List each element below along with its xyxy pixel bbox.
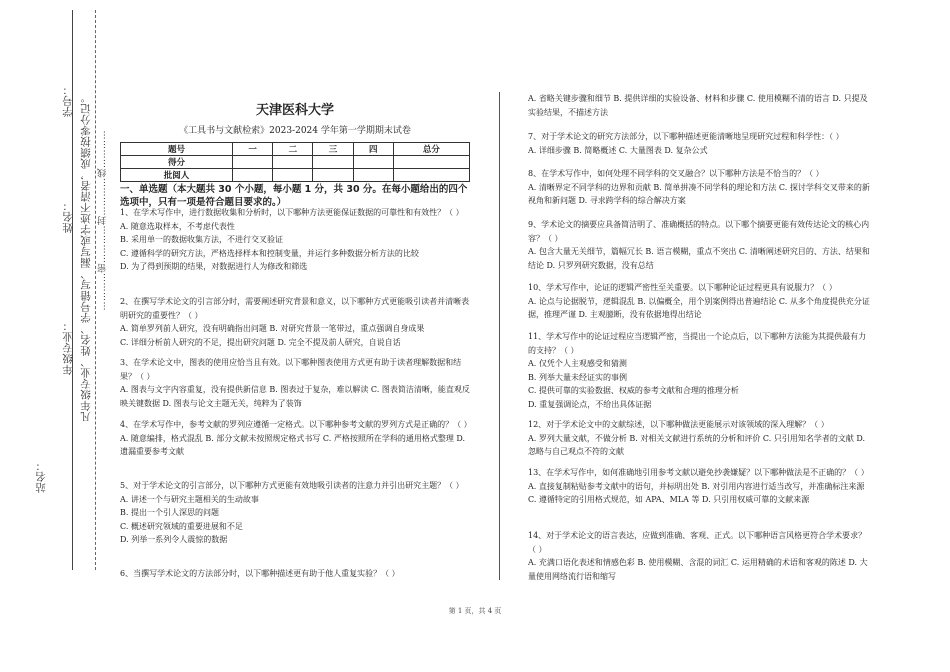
score-row-label: 得分 (121, 156, 233, 169)
option: C. 提供可靠的实验数据、权威的参考文献和合理的推理分析 (528, 386, 739, 395)
option: B. 采用单一的数据收集方法，不进行交叉验证 (120, 235, 283, 244)
score-header-cell: 三 (313, 143, 353, 156)
option: A. 清晰界定不同学科的边界和贡献 B. 简单拼凑不同学科的理论和方法 C. 探讨学科交叉带来的新视角和新问题 D. 寻求跨学科的综合解决方案 (528, 182, 870, 205)
score-cell[interactable] (393, 156, 469, 169)
question-stem: 4、在学术写作中，参考文献的罗列应遵循一定格式。以下哪种参考文献的罗列方式是正确的？（ ） (120, 420, 472, 429)
question-8 (528, 167, 873, 208)
score-cell[interactable] (273, 156, 313, 169)
question-6 (120, 567, 470, 581)
option: C. 概述研究领域的重要进展和不足 (120, 521, 243, 531)
column-divider (499, 92, 500, 580)
score-table-header-row (121, 143, 470, 156)
option: A. 随意选取样本，不考虑代表性 (120, 221, 235, 231)
question-13 (528, 466, 873, 507)
option: A. 简单罗列前人研究，没有明确指出问题 B. 对研究背景一笔带过，重点强调自身成果 (120, 324, 425, 333)
question-stem: 1、在学术写作中，进行数据收集和分析时，以下哪种方法更能保证数据的可靠性和有效性？（ ） (120, 208, 464, 217)
question-4 (120, 418, 470, 459)
binding-instruction: 凡年级专业、姓名、学号错写、漏写或字迹不清者，成绩按零分记。 (80, 92, 92, 422)
question-stem: 13、在学术写作中，如何准确地引用参考文献以避免抄袭嫌疑？以下哪种做法是不正确的？（ ） (528, 468, 869, 477)
question-stem: 3、在学术论文中，图表的使用应恰当且有效。以下哪种图表使用方式更有助于读者理解数据和结果？（ ） (120, 358, 462, 381)
score-header-cell: 一 (233, 143, 273, 156)
question-5 (120, 479, 470, 547)
question-stem: 8、在学术写作中，如何处理不同学科的交叉融合？以下哪种方法是不恰当的？（ ） (528, 169, 824, 178)
option: A. 充满口语化表述和情感色彩 B. 使用模糊、含混的词汇 C. 运用精确的术语和客观的陈述 D. 大量使用网络流行语和缩写 (528, 558, 868, 581)
option: A. 随意编排，格式混乱 B. 部分文献未按照规定格式书写 C. 严格按照所在学科的通用格式整理 D. 遗漏重要参考文献 (120, 433, 466, 456)
score-header-cell: 总分 (393, 143, 469, 156)
option: A. 论点与论据脱节，逻辑混乱 B. 以偏概全，用个别案例得出普遍结论 C. 从多个角度提供充分证据，推理严谨 D. 主观臆断，没有依据地得出结论 (528, 296, 870, 319)
seal-line-text: …………密…………封…………线………… (98, 130, 108, 311)
question-stem: 10、学术写作中，论证的逻辑严密性至关重要。以下哪种论证过程更具有说服力？（ ） (528, 283, 837, 292)
score-header-cell: 二 (273, 143, 313, 156)
question-stem: 7、对于学术论文的研究方法部分，以下哪种描述更能清晰地呈现研究过程和科学性：（ ） (528, 132, 844, 141)
option: B. 列举大量未经证实的事例 (528, 372, 627, 382)
option: A. 图表与文字内容重复，没有提供新信息 B. 图表过于复杂，难以解读 C. 图表简洁清晰，能直观反映关键数据 D. 图表与论文主题无关，纯粹为了装饰 (120, 385, 470, 408)
page-footer: 第 1 页，共 4 页 (448, 607, 502, 615)
site-name-label: 站名： (35, 460, 47, 493)
grader-cell[interactable] (353, 169, 393, 182)
score-header-cell: 四 (353, 143, 393, 156)
question-stem: 6、当撰写学术论文的方法部分时，以下哪种描述更有助于他人重复实验？（ ） (120, 569, 400, 578)
option: D. 为了得到预期的结果，对数据进行人为修改和筛选 (120, 262, 308, 271)
question-stem: 5、对于学术论文的引言部分，以下哪种方式更能有效地吸引读者的注意力并引出研究主题？（ ） (120, 481, 464, 490)
grader-cell[interactable] (233, 169, 273, 182)
question-2 (120, 295, 470, 349)
option: A. 省略关键步骤和细节 B. 提供详细的实验设备、材料和步骤 C. 使用模糊不清的语言 D. 只提及实验结果，不描述方法 (528, 94, 868, 117)
university-title: 天津医科大学 (255, 103, 334, 118)
question-stem: 12、对于学术论文中的文献综述，以下哪种做法更能展示对该领域的深入理解？（ ） (528, 420, 829, 429)
score-header-cell: 题号 (121, 143, 233, 156)
option: A. 详细步骤 B. 简略概述 C. 大量图表 D. 复杂公式 (528, 145, 708, 155)
option: A. 直接复制粘贴参考文献中的语句，并标明出处 B. 对引用内容进行适当改写，并准确标注来源 C. 遵循特定的引用格式规范，如 APA、MLA 等 D. 只引用权威可靠的文献来源 (528, 481, 865, 504)
score-row (121, 156, 470, 169)
score-cell[interactable] (353, 156, 393, 169)
option: C. 详细分析前人研究的不足，提出研究问题 D. 完全不提及前人研究，自说自话 (120, 337, 401, 347)
question-6-options (528, 92, 873, 119)
question-10 (528, 281, 873, 322)
question-stem: 9、学术论文的摘要应具备简洁明了、准确概括的特点。以下哪个摘要更能有效传达论文的核心内容？（ ） (528, 220, 870, 243)
exam-subtitle: 《工具书与文献检索》2023-2024 学年第一学期期末试卷 (179, 126, 411, 136)
score-cell[interactable] (233, 156, 273, 169)
question-stem: 11、学术写作中的论证过程应当逻辑严密，当提出一个论点后，以下哪种方法能为其提供最有力的支持？（ ） (528, 332, 867, 355)
question-1 (120, 206, 470, 274)
grade-major-label: 年级专业： (62, 320, 74, 375)
score-cell[interactable] (313, 156, 353, 169)
name-label: 姓名： (62, 200, 74, 233)
question-7 (528, 130, 873, 157)
option: C. 遵循科学的研究方法，严格选择样本和控制变量，并运行多种数据分析方法的比较 (120, 248, 419, 258)
option: A. 讲述一个与研究主题相关的生动故事 (120, 494, 259, 504)
grader-row (121, 169, 470, 182)
option: A. 罗列大量文献，不做分析 B. 对相关文献进行系统的分析和评价 C. 只引用知名学者的文献 D. 忽略与自己观点不符的文献 (528, 433, 866, 456)
option: B. 提出一个引人深思的问题 (120, 508, 219, 517)
binding-margin (0, 0, 108, 672)
question-12 (528, 418, 873, 459)
grader-cell[interactable] (313, 169, 353, 182)
grader-cell[interactable] (393, 169, 469, 182)
option: A. 仅凭个人主观感受和猜测 (528, 359, 627, 368)
student-id-label: 学号： (62, 84, 74, 117)
section-title: 一、单选题（本大题共 30 个小题，每小题 1 分，共 30 分。在每小题给出的四个选项中，只有一项是符合题目要求的。） (120, 184, 468, 208)
option: D. 重复强调论点，不给出具体证据 (528, 399, 652, 409)
grader-row-label: 批阅人 (121, 169, 233, 182)
question-11 (528, 330, 873, 411)
question-14 (528, 529, 873, 583)
question-stem: 2、在撰写学术论文的引言部分时，需要阐述研究背景和意义，以下哪种方式更能吸引读者并清晰表明研究的重要性？（ ） (120, 297, 470, 320)
question-3 (120, 356, 470, 410)
grader-cell[interactable] (273, 169, 313, 182)
score-table (120, 142, 470, 182)
option: D. 列举一系列令人震惊的数据 (120, 535, 228, 544)
option: A. 包含大量无关细节，篇幅冗长 B. 语言模糊，重点不突出 C. 清晰阐述研究目的、方法、结果和结论 D. 只罗列研究数据，没有总结 (528, 247, 870, 270)
question-stem: 14、对于学术论文的语言表达，应做到准确、客观、正式。以下哪种语言风格更符合学术要求？（ ） (528, 531, 867, 554)
question-9 (528, 218, 873, 272)
